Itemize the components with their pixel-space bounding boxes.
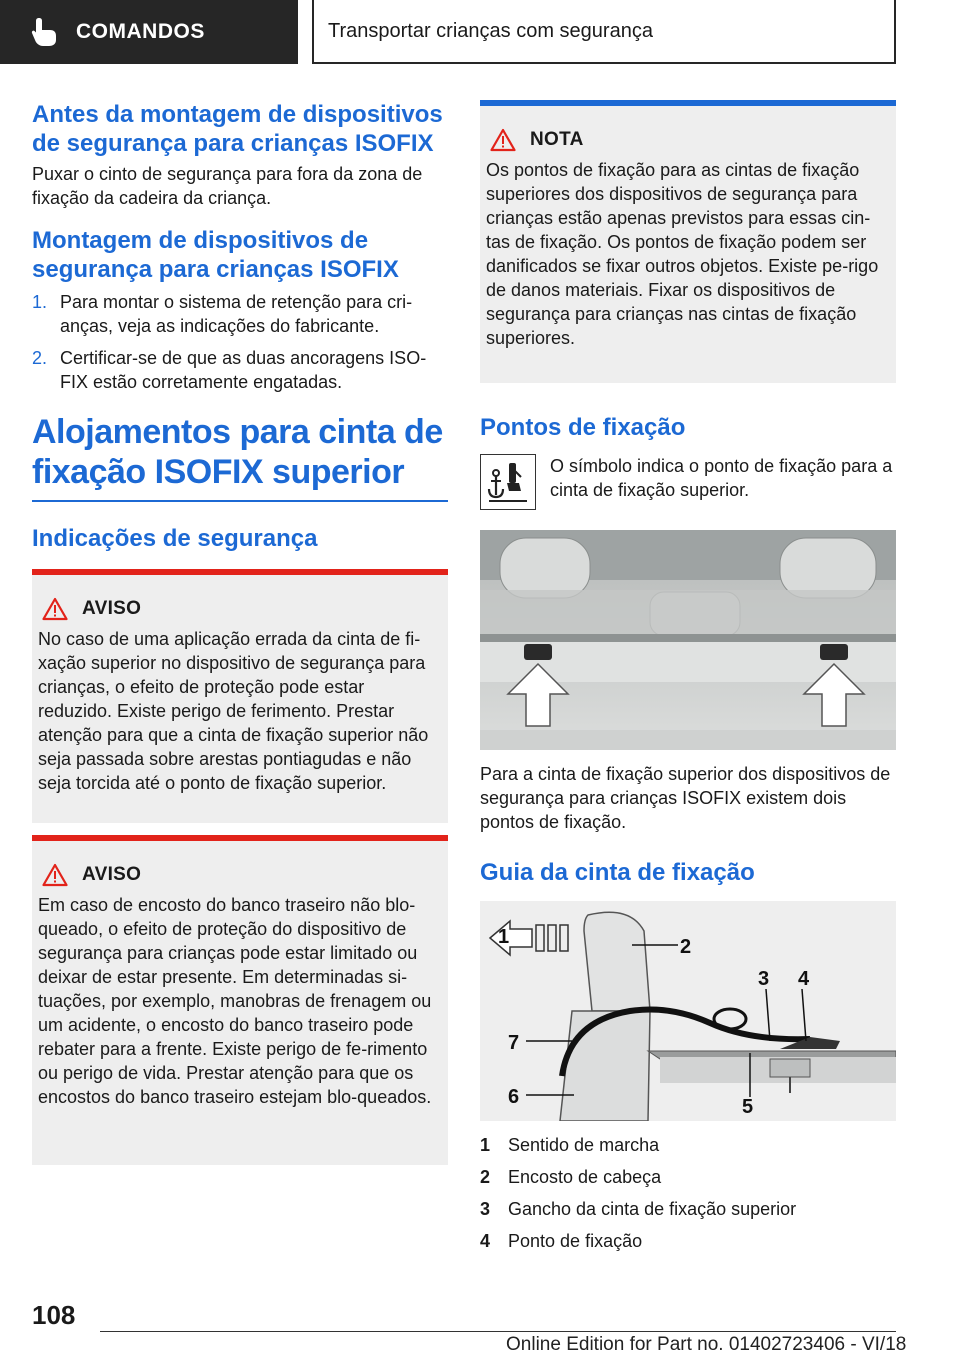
warning-triangle-icon bbox=[490, 128, 516, 152]
edition-text: Online Edition for Part no. 01402723406 - VI/18 bbox=[506, 1334, 907, 1355]
section-title: Transportar crianças com segurança bbox=[312, 0, 896, 64]
warning-box bbox=[32, 569, 448, 823]
chapter-tab[interactable] bbox=[0, 0, 298, 64]
legend-number: 3 bbox=[480, 1199, 491, 1219]
heading-mounting: Montagem de dispositivos de segurança para crianças ISOFIX bbox=[32, 227, 399, 283]
right-column bbox=[480, 100, 896, 1261]
legend-text: Gancho da cinta de fixação superior bbox=[508, 1199, 797, 1219]
legend-text: Encosto de cabeça bbox=[508, 1167, 662, 1187]
list-item bbox=[480, 1133, 896, 1157]
diagram-label: 3 bbox=[758, 968, 770, 990]
warning-header bbox=[38, 597, 442, 621]
warning-triangle-icon bbox=[42, 863, 68, 887]
paragraph-before-mounting: Puxar o cinto de segurança para fora da zona de fixação da cadeira da criança. bbox=[32, 164, 423, 208]
page-number: 108 bbox=[32, 1300, 76, 1330]
list-item bbox=[480, 1165, 896, 1189]
diagram-label: 4 bbox=[798, 968, 810, 990]
diagram-legend bbox=[480, 1133, 896, 1253]
diagram-label: 5 bbox=[742, 1096, 754, 1118]
list-item bbox=[480, 1229, 896, 1253]
warning-triangle-icon bbox=[42, 597, 68, 621]
heading-anchor-points: Pontos de fixação bbox=[480, 414, 686, 441]
heading-safety: Indicações de segurança bbox=[32, 525, 318, 552]
heading-strap-guide: Guia da cinta de fixação bbox=[480, 859, 755, 886]
note-header bbox=[486, 128, 890, 152]
direction-arrow-icon bbox=[490, 921, 532, 955]
heading-rule bbox=[32, 500, 448, 502]
step-number: 2. bbox=[32, 348, 48, 368]
photo-caption: Para a cinta de fixação superior dos dispositivos de segurança para crianças ISOFIX existem dois pontos de fixação. bbox=[480, 764, 891, 832]
diagram-label: 7 bbox=[508, 1032, 520, 1054]
warning-text: Em caso de encosto do banco traseiro não blo-queado, o efeito de proteção do dispositivo de segurança para crianças pode estar limitado ou deixar de estar presente. Em determinadas si-tuações, por exemplo, manobras de frenagem ou um acidente, o encosto do banco traseiro pode rebater para a frente. Existe perigo de fe-rimento ou perigo de vida. Prestar atenção para que os encostos do banco traseiro estejam blo-queados. bbox=[38, 895, 432, 1107]
page-header bbox=[0, 0, 960, 66]
legend-text: Sentido de marcha bbox=[508, 1135, 660, 1155]
diagram-label: 2 bbox=[680, 936, 692, 958]
note-title: NOTA bbox=[530, 129, 584, 150]
diagram-label: 6 bbox=[508, 1086, 520, 1108]
warning-text: No caso de uma aplicação errada da cinta de fi-xação superior no dispositivo de segurança para crianças, o efeito de proteção pode estar reduzido. Existe perigo de ferimento. Prestar atenção para que a cinta de fixação superior não seja passada sobre arestas pontiagudas e não seja torcida até o ponto de fixação superior. bbox=[38, 629, 429, 793]
child-seat-anchor-icon bbox=[480, 454, 536, 510]
cargo-area-photo bbox=[480, 530, 896, 750]
warning-box bbox=[32, 835, 448, 1165]
footer-rule bbox=[100, 1331, 896, 1332]
chapter-tab-label: COMANDOS bbox=[76, 20, 205, 43]
heading-before-mounting: Antes da montagem de dispositivos de segurança para crianças ISOFIX bbox=[32, 101, 443, 157]
diagram-label: 1 bbox=[498, 926, 510, 948]
chapter-heading: Alojamentos para cinta de fixação ISOFIX superior bbox=[32, 413, 443, 491]
list-item bbox=[32, 346, 448, 394]
hand-pointer-icon bbox=[30, 12, 70, 52]
list-item bbox=[32, 290, 448, 338]
symbol-row bbox=[480, 454, 896, 510]
left-column bbox=[32, 100, 448, 1165]
step-text: Certificar-se de que as duas ancoragens ISO-FIX estão corretamente engatadas. bbox=[60, 348, 427, 392]
note-box bbox=[480, 100, 896, 383]
strap-guide-diagram bbox=[480, 901, 896, 1121]
step-number: 1. bbox=[32, 292, 48, 312]
legend-number: 2 bbox=[480, 1167, 491, 1187]
warning-title: AVISO bbox=[82, 864, 142, 885]
legend-number: 4 bbox=[480, 1231, 491, 1251]
warning-header bbox=[38, 863, 442, 887]
mounting-steps bbox=[32, 290, 448, 394]
symbol-description: O símbolo indica o ponto de fixação para a cinta de fixação superior. bbox=[550, 456, 893, 500]
warning-title: AVISO bbox=[82, 598, 142, 619]
legend-number: 1 bbox=[480, 1135, 491, 1155]
list-item bbox=[480, 1197, 896, 1221]
step-text: Para montar o sistema de retenção para cri-anças, veja as indicações do fabricante. bbox=[60, 292, 413, 336]
legend-text: Ponto de fixação bbox=[508, 1231, 643, 1251]
note-text: Os pontos de fixação para as cintas de fixação superiores dos dispositivos de segurança para crianças estão apenas previstos para essas cin-tas de fixação. Os pontos de fixação podem ser danificados se fixar outros objetos. Existe pe-rigo de danos materiais. Fixar os dispositivos de segurança para crianças nas cintas de fixação superiores. bbox=[486, 160, 879, 348]
